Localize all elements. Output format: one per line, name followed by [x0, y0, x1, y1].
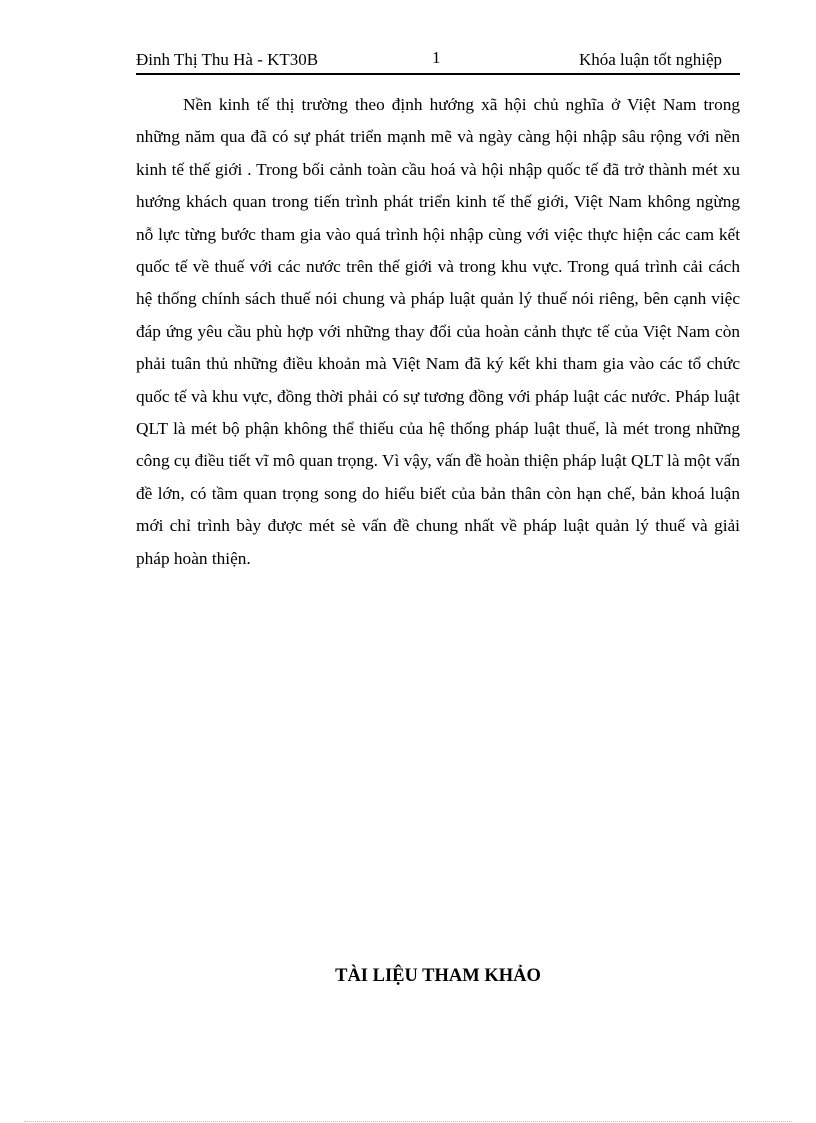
header-page-number: 1: [432, 48, 441, 67]
page-bottom-divider: [24, 1121, 792, 1122]
body-paragraph: Nền kinh tế thị trường theo định hướng xã hội chủ nghĩa ở Việt Nam trong những năm qua đã có sự phát triển mạnh mẽ và ngày càng hội nhập sâu rộng với nền kinh tế thế giới . Trong bối cảnh toàn cầu hoá và hội nhập quốc tế đã trở thành mét xu hướng khách quan trong tiến trình phát triển kinh tế thế giới, Việt Nam không ngừng nỗ lực từng bước tham gia vào quá trình hội nhập cùng với việc thực hiện các cam kết quốc tế về thuế với các nước trên thế giới và trong khu vực. Trong quá trình cải cách hệ thống chính sách thuế nói chung và pháp luật quản lý thuế nói riêng, bên cạnh việc đáp ứng yêu cầu phù hợp với những thay đổi của hoàn cảnh thực tế của Việt Nam còn phải tuân thủ những điều khoản mà Việt Nam đã ký kết khi tham gia vào các tổ chức quốc tế và khu vực, đồng thời phải có sự tương đồng với pháp luật các nước. Pháp luật QLT là mét bộ phận không thể thiếu của hệ thống pháp luật thuế, là mét trong những công cụ điều tiết vĩ mô quan trọng. Vì vậy, vấn đề hoàn thiện pháp luật QLT là một vấn đề lớn, có tầm quan trọng song do hiểu biết của bản thân còn hạn chế, bản khoá luận mới chỉ trình bày được mét sè vấn đề chung nhất về pháp luật quản lý thuế và giải pháp hoàn thiện.: [136, 95, 740, 568]
header-author: Đinh Thị Thu Hà - KT30B: [136, 50, 319, 69]
page-header: [136, 49, 740, 75]
header-document-type: Khóa luận tốt nghiệp: [578, 50, 722, 69]
references-heading: TÀI LIỆU THAM KHẢO: [335, 966, 541, 986]
